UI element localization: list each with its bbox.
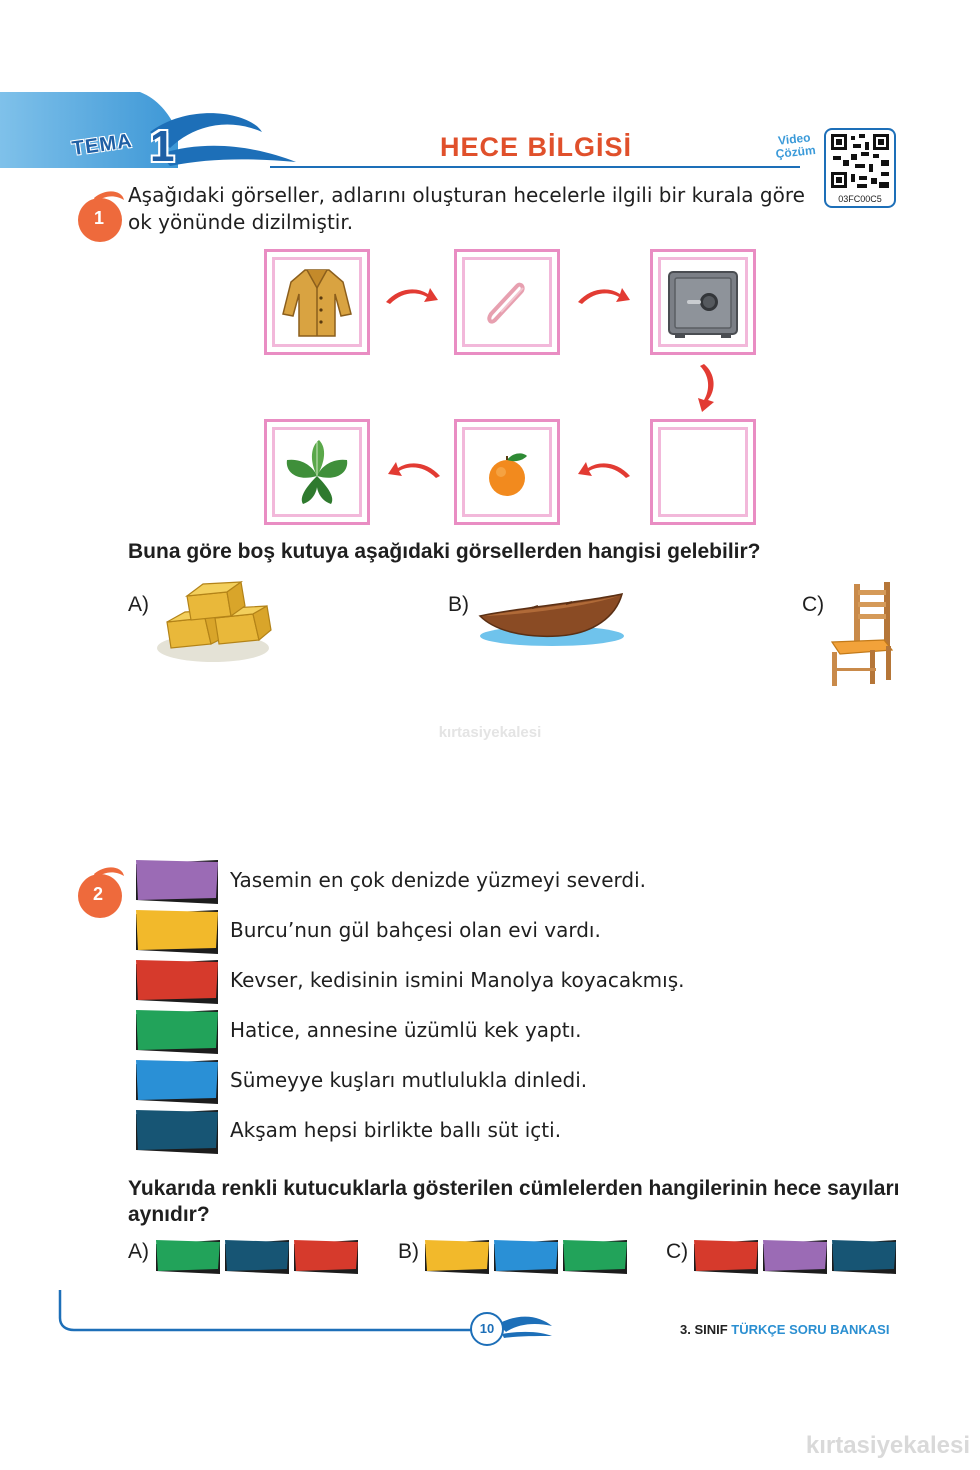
mint-leaves-icon	[277, 432, 357, 512]
arrow-right-icon	[384, 284, 440, 306]
watermark-bottom: kırtasiyekalesi	[805, 1432, 970, 1459]
sentence-row	[136, 860, 836, 906]
q2-option-c-letter[interactable]: C)	[666, 1240, 689, 1263]
sentence-row	[136, 1110, 836, 1156]
color-box-green	[136, 1010, 218, 1054]
sequence-frame-safe	[650, 249, 756, 355]
qr-code-text: 03FC00C5	[838, 194, 882, 204]
question-1-number: 1	[94, 208, 105, 228]
qr-code-icon	[831, 134, 889, 188]
hairpin-icon	[467, 262, 547, 342]
coat-icon	[277, 262, 357, 342]
sentence-row	[136, 910, 836, 956]
hay-bales-icon[interactable]	[155, 578, 275, 668]
tema-number: 1	[150, 122, 175, 171]
watermark-center: kırtasiyekalesi	[438, 724, 542, 741]
question-1-prompt: Buna göre boş kutuya aşağıdaki görsellerden hangisi gelebilir?	[128, 540, 761, 563]
sentence-row	[136, 1060, 836, 1106]
q2-option-b-letter[interactable]: B)	[398, 1240, 419, 1263]
question-1-text: Aşağıdaki görseller, adlarını oluşturan hecelerle ilgili bir kurala göre ok yönünde dizilmiştir.	[128, 183, 805, 234]
answer-box-navy	[832, 1240, 896, 1274]
arrow-right-icon	[576, 284, 632, 306]
sequence-frame-empty[interactable]	[650, 419, 756, 525]
q1-option-a-letter[interactable]: A)	[128, 593, 149, 616]
question-2-badge	[76, 862, 126, 912]
arrow-down-icon	[694, 362, 718, 414]
footer-brand-grade: 3. SINIF	[680, 1322, 732, 1337]
answer-box-blue	[494, 1240, 558, 1274]
video-label-line1: Video	[777, 130, 812, 148]
sequence-frame-mint	[264, 419, 370, 525]
header-rule	[270, 166, 800, 168]
sequence-frame-orange	[454, 419, 560, 525]
qr-code-box[interactable]	[824, 128, 896, 208]
question-2-number: 2	[93, 884, 104, 904]
video-solution-label[interactable]	[774, 131, 816, 161]
tema-label: TEMA	[70, 129, 134, 161]
answer-box-green	[563, 1240, 627, 1274]
sentence-text: Burcu’nun gül bahçesi olan evi vardı.	[230, 918, 601, 942]
q1-option-b-letter[interactable]: B)	[448, 593, 469, 616]
answer-box-red	[694, 1240, 758, 1274]
color-box-navy	[136, 1110, 218, 1154]
video-label-line2: Çözüm	[775, 142, 817, 162]
sentence-row	[136, 1010, 836, 1056]
answer-box-red	[294, 1240, 358, 1274]
sequence-frame-hairpin	[454, 249, 560, 355]
sequence-frame-coat	[264, 249, 370, 355]
color-box-purple	[136, 860, 218, 904]
answer-box-navy	[225, 1240, 289, 1274]
question-1-badge	[76, 186, 126, 236]
arrow-left-icon	[386, 458, 442, 480]
answer-box-green	[156, 1240, 220, 1274]
orange-icon	[467, 432, 547, 512]
sentence-text: Hatice, annesine üzümlü kek yaptı.	[230, 1018, 582, 1042]
sentence-text: Yasemin en çok denizde yüzmeyi severdi.	[230, 868, 647, 892]
color-box-blue	[136, 1060, 218, 1104]
sentence-text: Kevser, kedisinin ismini Manolya koyacakmış.	[230, 968, 685, 992]
answer-box-purple	[763, 1240, 827, 1274]
page-number: 10	[470, 1312, 504, 1346]
sentence-text: Sümeyye kuşları mutlulukla dinledi.	[230, 1068, 588, 1092]
chair-icon[interactable]	[826, 580, 898, 688]
sentence-text: Akşam hepsi birlikte ballı süt içti.	[230, 1118, 562, 1142]
page-title: HECE BİLGİSİ	[440, 132, 633, 162]
boat-icon[interactable]	[476, 586, 628, 650]
color-box-yellow	[136, 910, 218, 954]
footer-brand-title: TÜRKÇE SORU BANKASI	[731, 1322, 890, 1337]
question-2-prompt: Yukarıda renkli kutucuklarla gösterilen cümlelerden hangilerinin hece sayıları aynıdır?	[128, 1177, 900, 1226]
arrow-left-icon	[576, 458, 632, 480]
answer-box-yellow	[425, 1240, 489, 1274]
sentence-row	[136, 960, 836, 1006]
q1-option-c-letter[interactable]: C)	[802, 593, 825, 616]
q2-option-a-letter[interactable]: A)	[128, 1240, 149, 1263]
footer-brand	[680, 1322, 889, 1337]
safe-icon	[663, 262, 743, 342]
color-box-red	[136, 960, 218, 1004]
